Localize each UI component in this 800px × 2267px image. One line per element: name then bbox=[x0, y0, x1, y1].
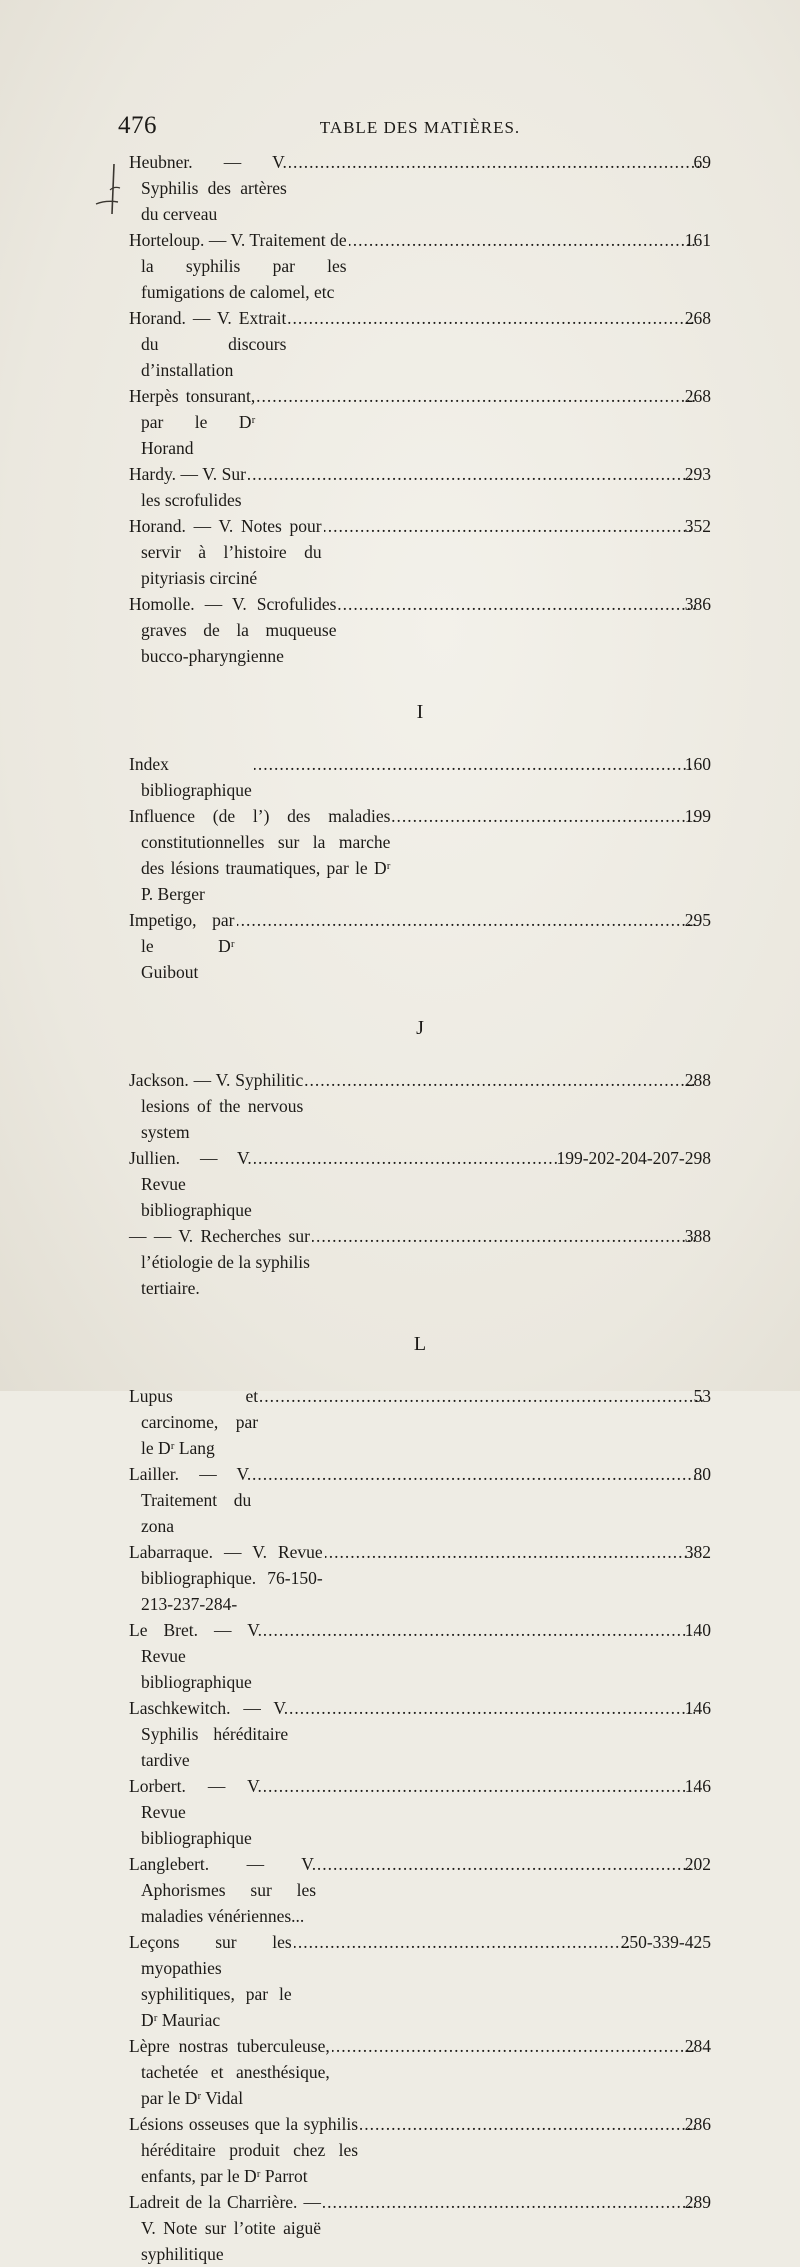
entry-page-number: 146 bbox=[684, 1698, 711, 1718]
entry-page-number: 80 bbox=[693, 1464, 711, 1484]
entry-title: Horand. — V. Extrait du discours d’installation bbox=[129, 308, 287, 380]
index-entry bbox=[129, 2033, 711, 2111]
dot-leader bbox=[257, 383, 694, 409]
index-entry bbox=[129, 907, 711, 985]
dot-leader bbox=[312, 1223, 695, 1249]
entry-title: Lupus et carcinome, par le Dʳ Lang bbox=[129, 1386, 259, 1458]
index-entry bbox=[129, 2111, 711, 2189]
running-title: TABLE DES MATIÈRES. bbox=[319, 118, 521, 137]
entry-page-number: 250-339-425 bbox=[620, 1932, 711, 1952]
page-number: 476 bbox=[118, 112, 157, 139]
entry-page-number: 288 bbox=[684, 1070, 711, 1090]
index-entry bbox=[129, 1223, 711, 1301]
entry-title: Lorbert. — V. Revue bibliographique bbox=[129, 1776, 262, 1848]
entry-page-number: 284 bbox=[684, 2036, 711, 2056]
entry-title: Lèpre nostras tuberculeuse, tachetée et anesthésique, par le Dʳ Vidal bbox=[129, 2036, 330, 2108]
dot-leader bbox=[248, 461, 695, 487]
entry-page-number: 382 bbox=[684, 1542, 711, 1562]
entry-page-number: 199 bbox=[684, 806, 711, 826]
entry-title: Jullien. — V. Revue bibliographique bbox=[129, 1148, 252, 1220]
index-entry bbox=[129, 149, 711, 227]
entry-page-number: 386 bbox=[684, 594, 711, 614]
dot-leader bbox=[325, 1539, 695, 1565]
section-letter: J bbox=[416, 1017, 424, 1039]
entry-page-number: 268 bbox=[684, 386, 711, 406]
dot-leader bbox=[349, 227, 695, 253]
entry-page-number: 293 bbox=[684, 464, 711, 484]
dot-leader bbox=[305, 1067, 694, 1093]
entry-title: — — V. Recherches sur l’étiologie de la syphilis tertiaire. bbox=[129, 1226, 310, 1298]
dot-leader bbox=[290, 1695, 695, 1721]
index-entry bbox=[129, 1145, 711, 1223]
index-entry bbox=[129, 305, 711, 383]
index-entry bbox=[129, 1461, 711, 1539]
dot-leader bbox=[289, 149, 704, 175]
dot-leader bbox=[264, 1773, 695, 1799]
index-column bbox=[129, 149, 711, 2267]
entry-page-number: 268 bbox=[684, 308, 711, 328]
index-entry bbox=[129, 227, 711, 305]
entry-page-number: 140 bbox=[684, 1620, 711, 1640]
margin-mark-icon bbox=[92, 160, 122, 220]
index-entry bbox=[129, 1383, 711, 1461]
entry-title: Heubner. — V. Syphilis des artères du cerveau bbox=[129, 152, 287, 224]
index-entry bbox=[129, 2189, 711, 2267]
entry-title: Leçons sur les myopathies syphilitiques, par le Dʳ Mauriac bbox=[129, 1932, 292, 2030]
index-entry bbox=[129, 513, 711, 591]
entry-page-number: 289 bbox=[684, 2192, 711, 2212]
entry-title: Impetigo, par le Dʳ Guibout bbox=[129, 910, 235, 982]
dot-leader bbox=[260, 1383, 703, 1409]
index-entry bbox=[129, 1851, 711, 1929]
page-header bbox=[118, 112, 710, 142]
entry-page-number: 146 bbox=[684, 1776, 711, 1796]
entry-title: Le Bret. — V. Revue bibliographique bbox=[129, 1620, 262, 1692]
section-letter: I bbox=[416, 701, 424, 723]
section-letter: L bbox=[413, 1333, 427, 1355]
entry-page-number: 161 bbox=[684, 230, 711, 250]
entry-title: Hardy. — V. Sur les scrofulides bbox=[129, 464, 246, 510]
entry-title: Jackson. — V. Syphilitic lesions of the nervous system bbox=[129, 1070, 304, 1142]
dot-leader bbox=[324, 513, 695, 539]
entry-title: Horand. — V. Notes pour servir à l’histoire du pityriasis circiné bbox=[129, 516, 322, 588]
index-entry bbox=[129, 1617, 711, 1695]
index-entry bbox=[129, 461, 711, 513]
index-entry bbox=[129, 751, 711, 803]
dot-leader bbox=[253, 1461, 703, 1487]
entry-page-number: 352 bbox=[684, 516, 711, 536]
dot-leader bbox=[254, 751, 695, 777]
index-entry bbox=[129, 1695, 711, 1773]
entry-page-number: 202 bbox=[684, 1854, 711, 1874]
entry-title: Index bibliographique bbox=[129, 754, 252, 800]
index-entry bbox=[129, 1539, 711, 1617]
dot-leader bbox=[332, 2033, 695, 2059]
dot-leader bbox=[392, 803, 694, 829]
dot-leader bbox=[323, 2189, 695, 2215]
entry-title: Lésions osseuses que la syphilis héréditaire produit chez les enfants, par le Dʳ Parrot bbox=[129, 2114, 359, 2186]
entry-title: Horteloup. — V. Traitement de la syphilis par les fumigations de calomel, etc bbox=[129, 230, 347, 302]
dot-leader bbox=[288, 305, 694, 331]
entry-page-number: 199-202-204-207-298 bbox=[556, 1148, 711, 1168]
entry-page-number: 69 bbox=[693, 152, 711, 172]
entry-page-number: 388 bbox=[684, 1226, 711, 1246]
entry-title: Labarraque. — V. Revue bibliographique. 76-150-213-237-284- bbox=[129, 1542, 323, 1614]
entry-title: Ladreit de la Charrière. — V. Note sur l’otite aiguë syphilitique bbox=[129, 2192, 322, 2264]
dot-leader bbox=[294, 1929, 631, 1955]
index-entry bbox=[129, 1067, 711, 1145]
entry-title: Laschkewitch. — V. Syphilis héréditaire tardive bbox=[129, 1698, 289, 1770]
entry-page-number: 295 bbox=[684, 910, 711, 930]
index-entry bbox=[129, 1929, 711, 2033]
entry-page-number: 53 bbox=[693, 1386, 711, 1406]
entry-title: Homolle. — V. Scrofulides graves de la muqueuse bucco-pharyngienne bbox=[129, 594, 337, 666]
entry-title: Herpès tonsurant, par le Dʳ Horand bbox=[129, 386, 256, 458]
index-entry bbox=[129, 803, 711, 907]
dot-leader bbox=[360, 2111, 695, 2137]
index-entry bbox=[129, 383, 711, 461]
dot-leader bbox=[237, 907, 695, 933]
entry-title: Lailler. — V. Traitement du zona bbox=[129, 1464, 252, 1536]
index-entry bbox=[129, 591, 711, 669]
entry-page-number: 160 bbox=[684, 754, 711, 774]
dot-leader bbox=[338, 591, 694, 617]
dot-leader bbox=[318, 1851, 695, 1877]
entry-title: Langlebert. — V. Aphorismes sur les maladies vénériennes... bbox=[129, 1854, 317, 1926]
entry-title: Influence (de l’) des maladies constitutionnelles sur la marche des lésions traumatiques, par le Dʳ P. Berger bbox=[129, 806, 391, 904]
index-entry bbox=[129, 1773, 711, 1851]
entry-page-number: 286 bbox=[684, 2114, 711, 2134]
dot-leader bbox=[254, 1145, 567, 1171]
dot-leader bbox=[264, 1617, 695, 1643]
